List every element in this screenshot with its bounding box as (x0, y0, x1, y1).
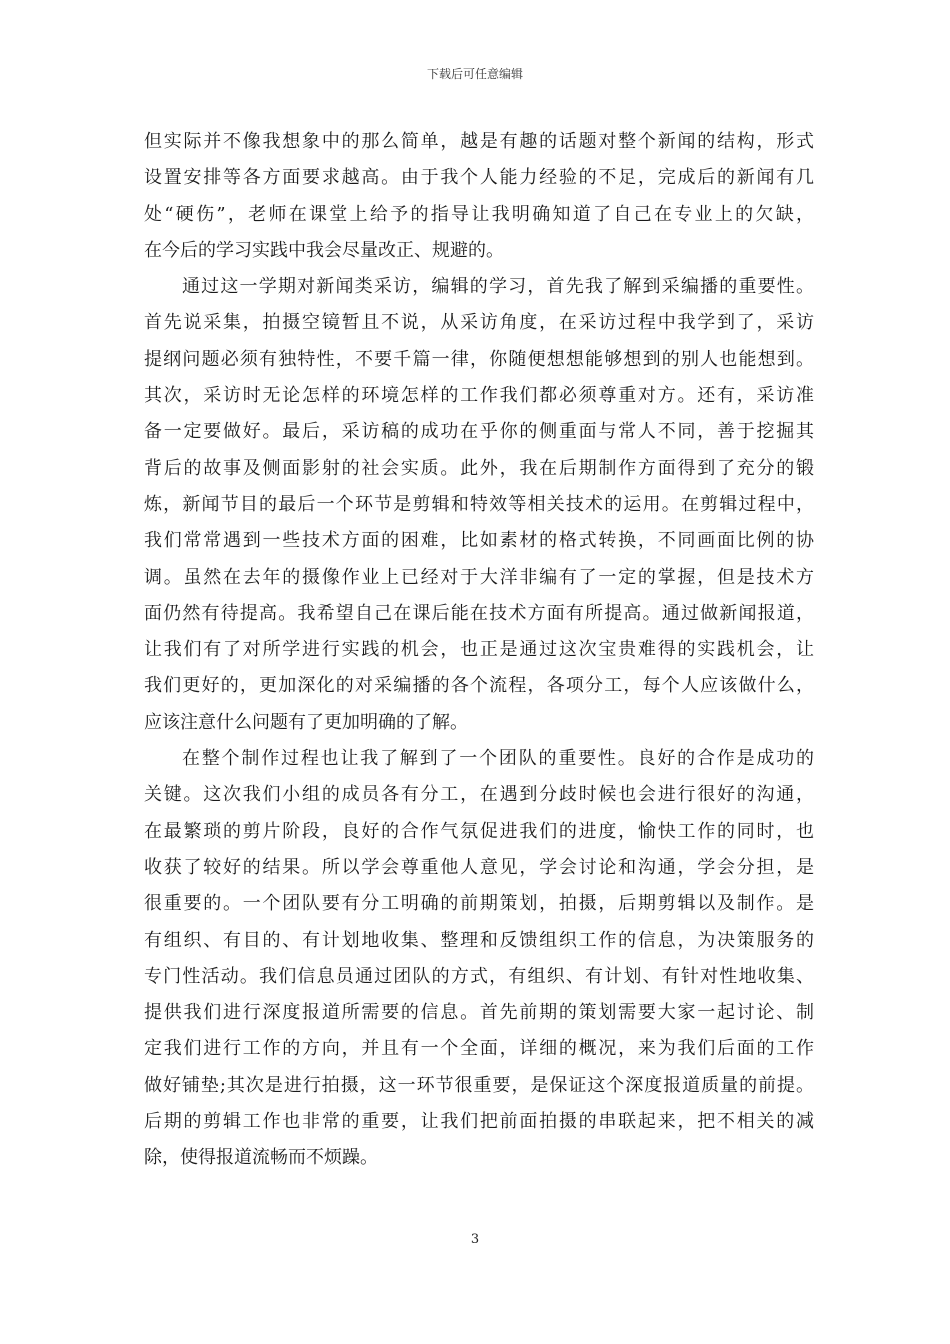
paragraph-1 (144, 124, 814, 269)
text-line: 在最繁琐的剪片阶段，良好的合作气氛促进我们的进度，愉快工作的同时，也 (144, 820, 814, 842)
text-line: 关键。这次我们小组的成员各有分工，在遇到分歧时候也会进行很好的沟通， (144, 784, 814, 806)
text-line: 设置安排等各方面要求越高。由于我个人能力经验的不足，完成后的新闻有几 (144, 167, 814, 189)
text-line: 提供我们进行深度报道所需要的信息。首先前期的策划需要大家一起讨论、制 (144, 1002, 814, 1024)
text-line: 收获了较好的结果。所以学会尊重他人意见，学会讨论和沟通，学会分担，是 (144, 856, 814, 878)
text-line: 我们更好的，更加深化的对采编播的各个流程，各项分工，每个人应该做什么， (144, 675, 814, 697)
document-body (144, 124, 814, 1177)
text-line: 但实际并不像我想象中的那么简单，越是有趣的话题对整个新闻的结构，形式 (144, 131, 814, 152)
text-line: 定我们进行工作的方向，并且有一个全面，详细的概况，来为我们后面的工作 (144, 1038, 814, 1060)
text-line: 其次，采访时无论怎样的环境怎样的工作我们都必须尊重对方。还有，采访准 (144, 385, 814, 407)
text-line: 让我们有了对所学进行实践的机会，也正是通过这次宝贵难得的实践机会，让 (144, 639, 814, 661)
page-number: 3 (470, 1232, 480, 1247)
text-line: 在整个制作过程也让我了解到了一个团队的重要性。良好的合作是成功的 (182, 748, 814, 770)
text-line: 除，使得报道流畅而不烦躁。 (144, 1147, 378, 1169)
text-line: 备一定要做好。最后，采访稿的成功在乎你的侧重面与常人不同，善于挖掘其 (144, 421, 814, 443)
text-line: 背后的故事及侧面影射的社会实质。此外，我在后期制作方面得到了充分的锻 (144, 457, 814, 479)
text-line: 做好铺垫;其次是进行拍摄，这一环节很重要，是保证这个深度报道质量的前提。 (144, 1074, 814, 1096)
text-line: 首先说采集，拍摄空镜暂且不说，从采访角度，在采访过程中我学到了，采访 (144, 312, 814, 334)
text-line: 应该注意什么问题有了更加明确的了解。 (144, 711, 468, 733)
page-header: 下载后可任意编辑 (426, 67, 523, 81)
text-line: 后期的剪辑工作也非常的重要，让我们把前面拍摄的串联起来，把不相关的减 (144, 1111, 814, 1133)
text-line: 提纲问题必须有独特性，不要千篇一律，你随便想想能够想到的别人也能想到。 (144, 348, 814, 370)
text-line: 有组织、有目的、有计划地收集、整理和反馈组织工作的信息，为决策服务的 (144, 929, 814, 951)
text-line: 面仍然有待提高。我希望自己在课后能在技术方面有所提高。通过做新闻报道， (144, 602, 814, 624)
text-line: 炼，新闻节目的最后一个环节是剪辑和特效等相关技术的运用。在剪辑过程中， (144, 493, 814, 515)
paragraph-3 (144, 741, 814, 1177)
text-line: 通过这一学期对新闻类采访，编辑的学习，首先我了解到采编播的重要性。 (182, 276, 814, 298)
paragraph-2 (144, 269, 814, 741)
text-line: 我们常常遇到一些技术方面的困难，比如素材的格式转换，不同画面比例的协 (144, 530, 814, 552)
text-line: 很重要的。一个团队要有分工明确的前期策划，拍摄，后期剪辑以及制作。是 (144, 893, 814, 915)
text-line: 专门性活动。我们信息员通过团队的方式，有组织、有计划、有针对性地收集、 (144, 965, 814, 987)
text-line: 在今后的学习实践中我会尽量改正、规避的。 (144, 239, 504, 261)
text-line: 处“硬伤”，老师在课堂上给予的指导让我明确知道了自己在专业上的欠缺， (144, 203, 814, 225)
text-line: 调。虽然在去年的摄像作业上已经对于大洋非编有了一定的掌握，但是技术方 (144, 566, 814, 588)
